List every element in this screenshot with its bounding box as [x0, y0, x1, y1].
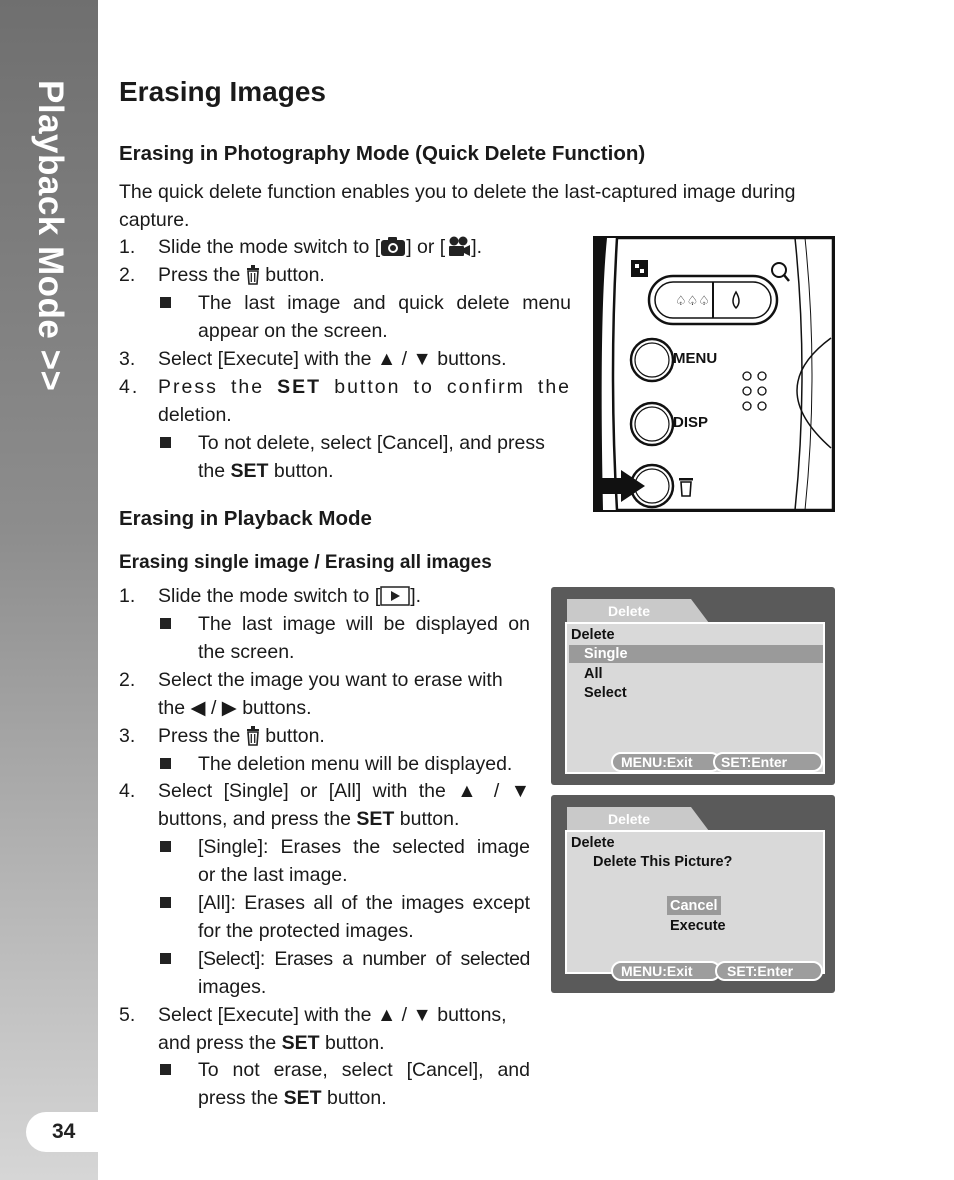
bullet-text: press the SET button. — [198, 1087, 387, 1109]
bullet-text: [All]: Erases all of the images except — [198, 892, 530, 914]
s2-step2-text: Select the image you want to erase with — [158, 669, 503, 691]
page-number: 34 — [26, 1112, 98, 1152]
step1-text: Slide the mode switch to [ ] or [ ]. — [158, 236, 483, 258]
step4-text: Press the SET button to confirm the — [158, 376, 572, 398]
menu-header: Delete — [571, 627, 615, 643]
s2-step4-text: Select [Single] or [All] with the ▲ / ▼ — [158, 780, 530, 802]
trash-icon — [246, 265, 260, 285]
set-enter-hint: SET:Enter — [713, 752, 823, 772]
bullet-icon — [160, 841, 171, 852]
confirm-question: Delete This Picture? — [593, 854, 733, 870]
bullet-icon — [160, 758, 171, 769]
bullet-text: The last image will be displayed on — [198, 613, 530, 635]
s2-step2-text: the ◀ / ▶ buttons. — [158, 697, 312, 719]
screen-tab: Delete — [567, 807, 691, 831]
step-number: 4. — [119, 780, 136, 802]
bullet-icon — [160, 618, 171, 629]
bullet-icon — [160, 437, 171, 448]
bullet-text: The deletion menu will be displayed. — [198, 753, 513, 775]
bullet-text: To not erase, select [Cancel], and — [198, 1059, 530, 1081]
camera-back-illustration — [593, 236, 835, 512]
menu-item-all[interactable]: All — [584, 666, 603, 682]
delete-menu-screen — [551, 587, 835, 785]
playback-mode-icon — [380, 586, 410, 606]
screen-tab-edge — [691, 807, 709, 831]
disp-button-label: DISP — [673, 414, 709, 431]
s2-step5-text: and press the SET button. — [158, 1032, 385, 1054]
step-number: 1. — [119, 236, 136, 258]
delete-confirm-screen — [551, 795, 835, 993]
bullet-text: [Single]: Erases the selected image — [198, 836, 530, 858]
movie-mode-icon — [445, 235, 471, 257]
camera-drawing — [595, 238, 833, 510]
s2-step5-text: Select [Execute] with the ▲ / ▼ buttons, — [158, 1004, 507, 1026]
bullet-text: images. — [198, 976, 267, 998]
section2-subheading: Erasing single image / Erasing all images — [119, 552, 492, 573]
menu-exit-hint: MENU:Exit — [611, 752, 721, 772]
step-number: 2. — [119, 669, 136, 691]
screen-panel — [565, 830, 825, 974]
camera-mode-icon — [380, 235, 406, 257]
step-number: 3. — [119, 348, 136, 370]
step-number: 4. — [119, 376, 140, 398]
option-cancel[interactable]: Cancel — [670, 898, 718, 914]
step3-text: Select [Execute] with the ▲ / ▼ buttons. — [158, 348, 507, 370]
step-number: 3. — [119, 725, 136, 747]
menu-button-label: MENU — [673, 350, 718, 367]
bullet-text: the screen. — [198, 641, 295, 663]
bullet-text: [Select]: Erases a number of selected — [198, 948, 530, 970]
section1-intro-line2: capture. — [119, 209, 190, 231]
step4-text-line2: deletion. — [158, 404, 232, 426]
step-number: 5. — [119, 1004, 136, 1026]
bullet-icon — [160, 953, 171, 964]
section1-intro-line1: The quick delete function enables you to delete the last-captured image during — [119, 181, 796, 203]
bullet-icon — [160, 1064, 171, 1075]
sidebar-title: Playback Mode >> — [31, 80, 70, 392]
menu-header: Delete — [571, 835, 615, 851]
section2-heading: Erasing in Playback Mode — [119, 507, 372, 530]
option-execute[interactable]: Execute — [670, 918, 726, 934]
bullet-text: for the protected images. — [198, 920, 414, 942]
svg-text:♤♤♤: ♤♤♤ — [675, 293, 710, 308]
menu-item-single[interactable]: Single — [584, 646, 628, 662]
s2-step1-text: Slide the mode switch to [ ]. — [158, 585, 422, 607]
screen-tab: Delete — [567, 599, 691, 623]
sidebar — [0, 0, 98, 1180]
bullet-text: or the last image. — [198, 864, 348, 886]
step-number: 1. — [119, 585, 136, 607]
s2-step3-text: Press the button. — [158, 725, 325, 747]
menu-exit-hint: MENU:Exit — [611, 961, 721, 981]
bullet-text: appear on the screen. — [198, 320, 388, 342]
s2-step4-text: buttons, and press the SET button. — [158, 808, 460, 830]
bullet-icon — [160, 897, 171, 908]
trash-icon — [246, 726, 260, 746]
section1-heading: Erasing in Photography Mode (Quick Delete Function) — [119, 142, 646, 165]
bullet-text: To not delete, select [Cancel], and press — [198, 432, 545, 454]
step-number: 2. — [119, 264, 136, 286]
bullet-icon — [160, 297, 171, 308]
menu-item-select[interactable]: Select — [584, 685, 627, 701]
bullet-text: the SET button. — [198, 460, 334, 482]
bullet-text: The last image and quick delete menu — [198, 292, 571, 314]
step2-text: Press the button. — [158, 264, 325, 286]
screen-tab-edge — [691, 599, 709, 623]
set-enter-hint: SET:Enter — [715, 961, 823, 981]
page-title: Erasing Images — [119, 76, 326, 107]
